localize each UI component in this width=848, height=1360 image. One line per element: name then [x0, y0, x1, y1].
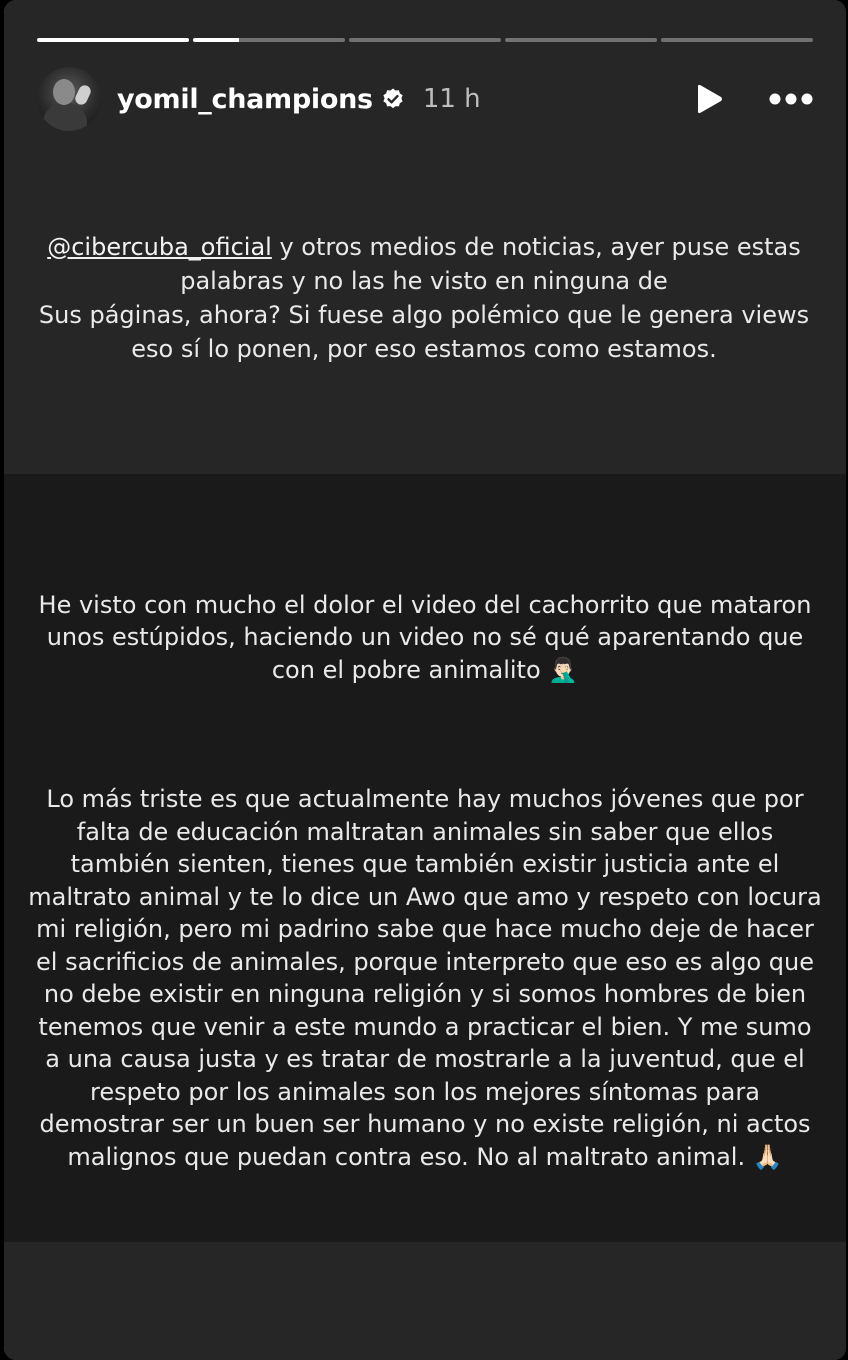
play-icon[interactable] — [691, 82, 725, 116]
mention-link[interactable]: @cibercuba_oficial — [47, 233, 272, 261]
progress-segment[interactable] — [193, 38, 345, 42]
story-header — [37, 66, 813, 132]
avatar-microphone — [73, 83, 92, 106]
username[interactable]: yomil_champions — [117, 83, 373, 115]
story-main-text — [28, 556, 822, 1206]
main-text-paragraph-1: He visto con mucho el dolor el video del cachorrito que mataron unos estúpidos, haciendo un video no sé qué aparentando que con el pobre animalito 🤦🏻‍♂️ — [38, 590, 812, 684]
avatar[interactable] — [37, 67, 101, 131]
story-bottom-panel — [4, 1242, 846, 1360]
progress-segment[interactable] — [349, 38, 501, 42]
post-time: 11 h — [422, 84, 481, 114]
avatar-figure-head — [53, 79, 75, 105]
progress-segment[interactable] — [661, 38, 813, 42]
progress-segment-fill — [193, 38, 239, 42]
paragraph-gap — [28, 719, 822, 751]
progress-segment[interactable] — [37, 38, 189, 42]
verified-badge-icon — [381, 87, 405, 111]
story-top-text — [34, 230, 814, 366]
more-options-icon[interactable] — [769, 92, 813, 106]
progress-segment[interactable] — [505, 38, 657, 42]
progress-segment-fill — [37, 38, 189, 42]
top-text-body: y otros medios de noticias, ayer puse estas palabras y no las he visto en ninguna de Sus páginas, ahora? Si fuese algo polémico que le genera views eso sí lo ponen, por eso estamos como estamos. — [38, 233, 810, 363]
avatar-figure-body — [43, 103, 87, 131]
story-progress-bar — [37, 38, 813, 42]
main-text-paragraph-2: Lo más triste es que actualmente hay muchos jóvenes que por falta de educación maltratan animales sin saber que ellos también sienten, tienes que también existir justicia ante el maltrato animal y te lo dice un Awo que amo y respeto con locura mi religión, pero mi padrino sabe que hace mucho deje de hacer el sacrificios de animales, porque interpreto que eso es algo que no debe existir en ninguna religión y si somos hombres de bien tenemos que venir a este mundo a practicar el bien. Y me sumo a una causa justa y es tratar de mostrarle a la juventud, que el respeto por los animales son los mejores síntomas para demostrar ser un buen ser humano y no existe religión, ni actos malignos que puedan contra eso. No al maltrato animal. 🙏🏻 — [28, 785, 822, 1171]
story-viewer[interactable] — [4, 0, 846, 1360]
